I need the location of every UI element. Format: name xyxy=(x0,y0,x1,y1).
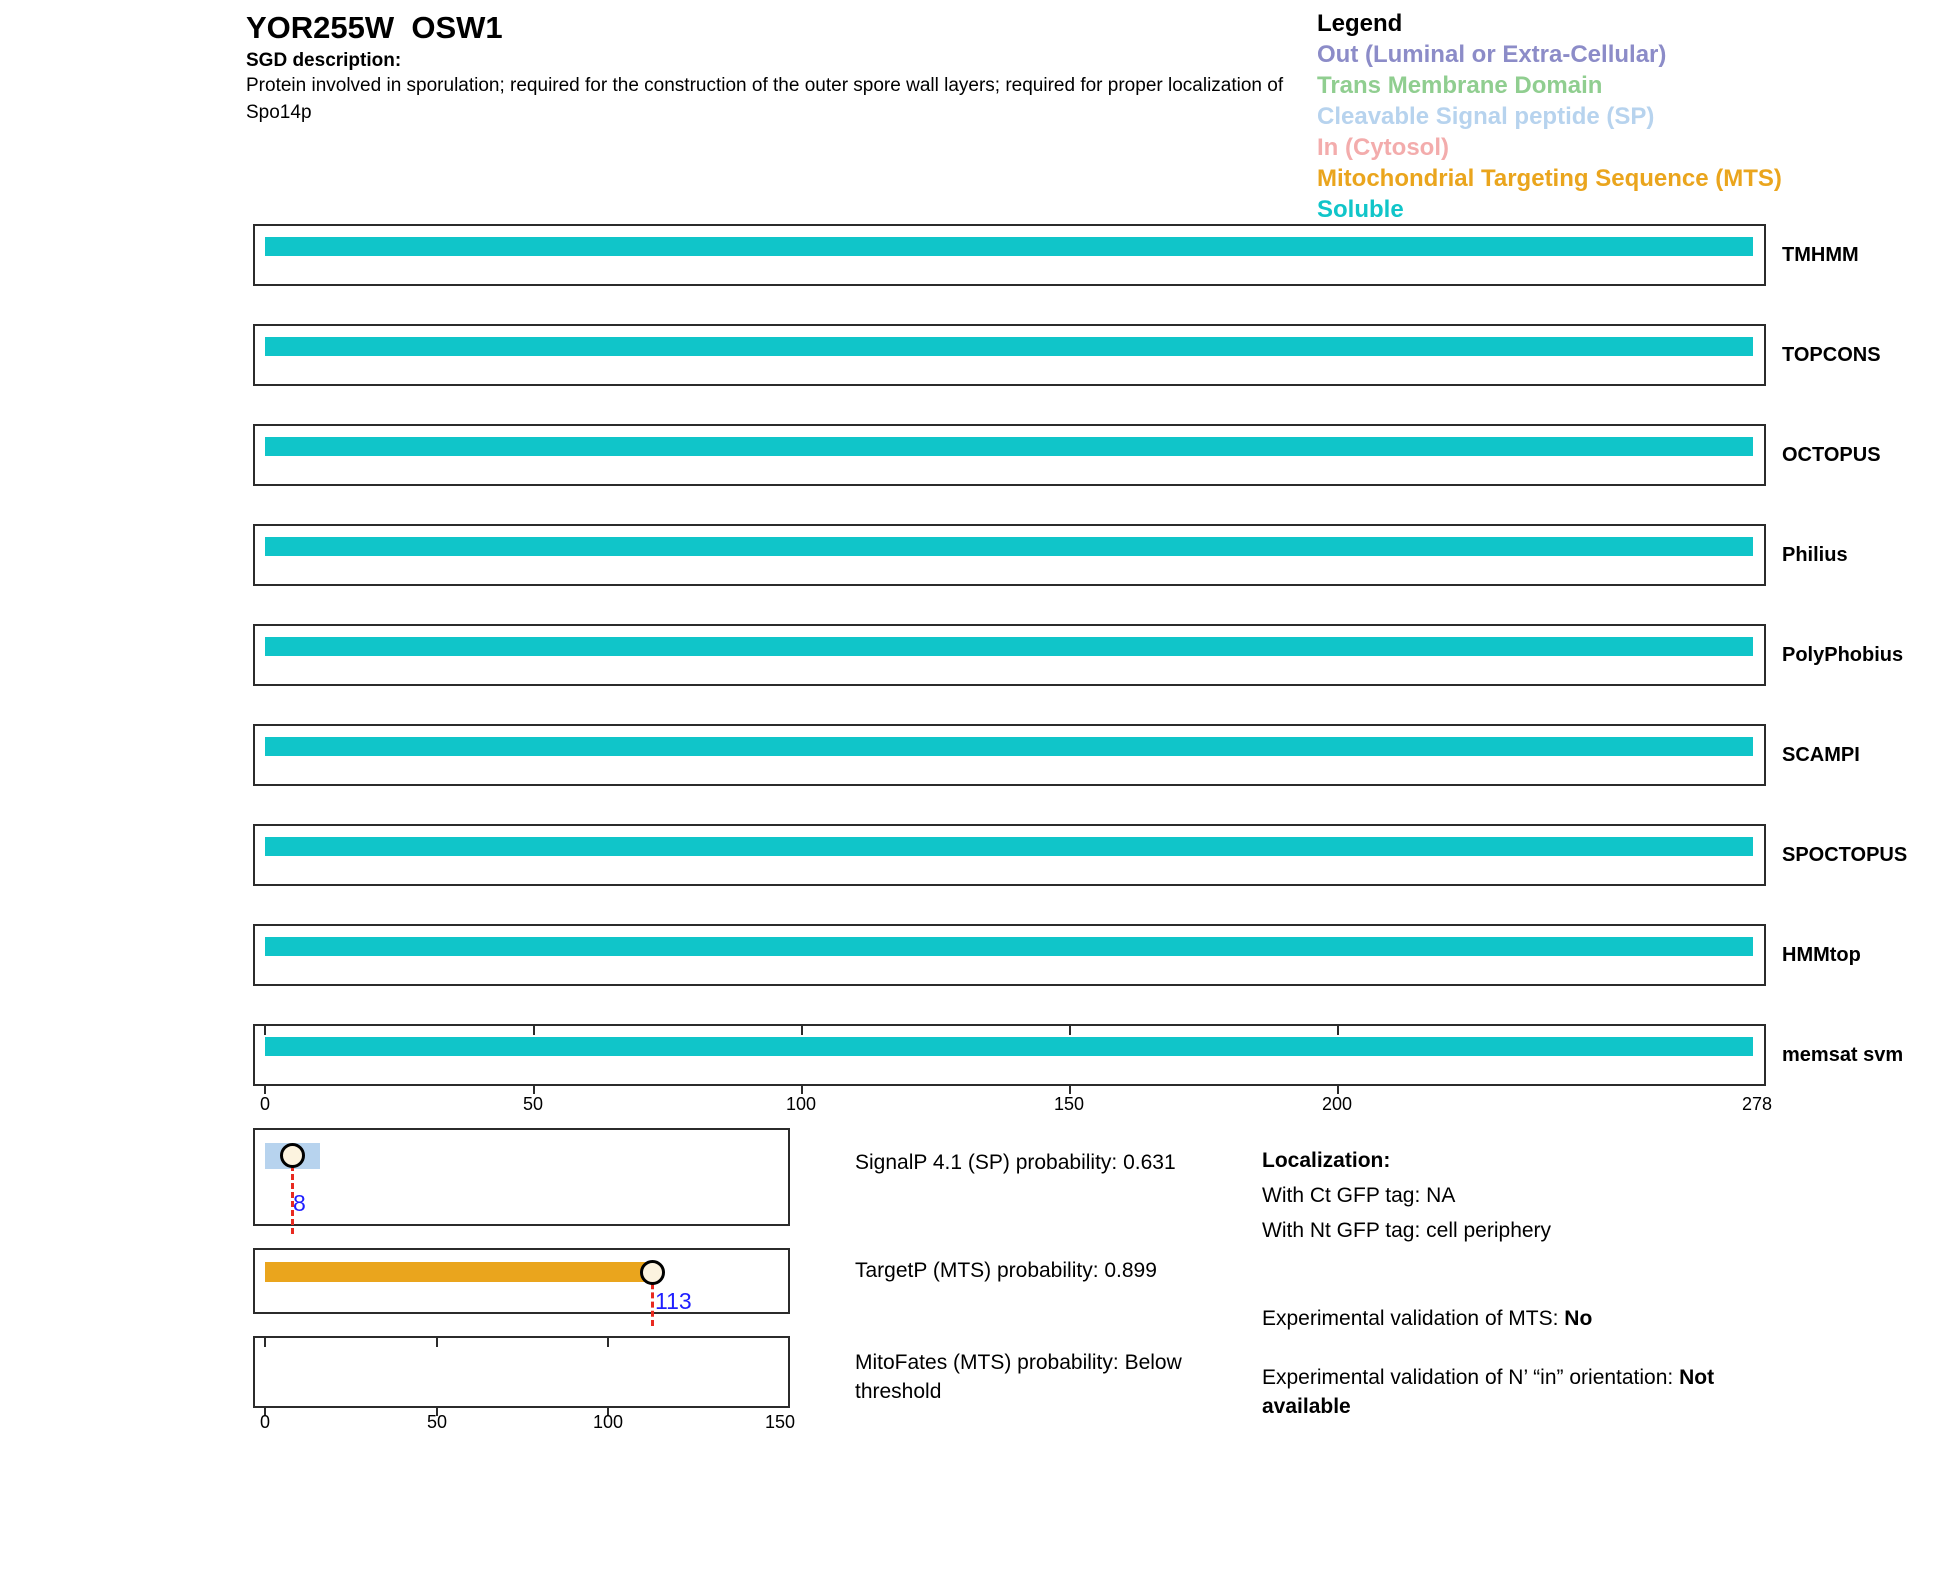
legend-item-mts: Mitochondrial Targeting Sequence (MTS) xyxy=(1317,165,1782,192)
soluble-bar xyxy=(265,1037,1753,1056)
axis-tick xyxy=(1337,1026,1339,1035)
axis-tick xyxy=(801,1026,803,1035)
mitofates-plot xyxy=(253,1336,790,1408)
track-octopus xyxy=(253,424,1766,486)
legend xyxy=(1317,8,1782,225)
orientation-validation-value: Not available xyxy=(1262,1366,1715,1418)
orientation-validation-text xyxy=(1262,1363,1767,1421)
axis-tick-label-278: 278 xyxy=(1741,1094,1773,1114)
soluble-bar xyxy=(265,937,1753,956)
track-polyphobius xyxy=(253,624,1766,686)
ct-gfp-tag-text: With Ct GFP tag: NA xyxy=(1262,1184,1456,1207)
track-tmhmm xyxy=(253,224,1766,286)
page-title: YOR255W OSW1 xyxy=(246,10,503,45)
targetp-plot xyxy=(253,1248,790,1314)
axis-tick xyxy=(264,1026,266,1035)
track-label-philius: Philius xyxy=(1782,543,1848,566)
soluble-bar xyxy=(265,537,1753,556)
mts-validation-value: No xyxy=(1564,1307,1593,1330)
soluble-bar xyxy=(265,837,1753,856)
legend-item-in: In (Cytosol) xyxy=(1317,134,1449,161)
mitofates-tick-150: 150 xyxy=(764,1412,796,1432)
track-label-memsat-svm: memsat svm xyxy=(1782,1043,1904,1066)
track-label-tmhmm: TMHMM xyxy=(1782,243,1859,266)
axis-tick xyxy=(533,1026,535,1035)
legend-item-soluble: Soluble xyxy=(1317,196,1404,223)
axis-tick xyxy=(607,1338,609,1347)
nt-gfp-tag-text: With Nt GFP tag: cell periphery xyxy=(1262,1219,1552,1242)
mitofates-tick-100: 100 xyxy=(592,1412,624,1432)
sgd-description-text: Protein involved in sporulation; required for the construction of the outer spore wall layers; required for proper localization of Spo14p xyxy=(246,75,1284,123)
axis-tick xyxy=(1337,1084,1339,1094)
sgd-description-label: SGD description: xyxy=(246,50,402,71)
mts-validation-text xyxy=(1262,1304,1592,1333)
track-philius xyxy=(253,524,1766,586)
axis-tick xyxy=(264,1338,266,1347)
track-spoctopus xyxy=(253,824,1766,886)
track-label-polyphobius: PolyPhobius xyxy=(1782,643,1904,666)
soluble-bar xyxy=(265,637,1753,656)
mts-end-position-marker xyxy=(640,1260,665,1285)
axis-tick-label-200: 200 xyxy=(1321,1094,1353,1114)
track-memsat-svm xyxy=(253,1024,1766,1086)
axis-tick-label-50: 50 xyxy=(522,1094,544,1114)
axis-tick xyxy=(436,1338,438,1347)
legend-item-out: Out (Luminal or Extra-Cellular) xyxy=(1317,41,1667,68)
axis-tick xyxy=(1069,1084,1071,1094)
targetp-caption: TargetP (MTS) probability: 0.899 xyxy=(855,1259,1157,1282)
axis-tick xyxy=(533,1084,535,1094)
track-label-hmmtop: HMMtop xyxy=(1782,943,1861,966)
mts-region-bar xyxy=(265,1262,653,1282)
mts-validation-label: Experimental validation of MTS: xyxy=(1262,1307,1565,1330)
track-label-spoctopus: SPOCTOPUS xyxy=(1782,843,1908,866)
axis-tick-label-100: 100 xyxy=(785,1094,817,1114)
orientation-validation-label: Experimental validation of N’ “in” orientation: xyxy=(1262,1366,1680,1389)
mitofates-tick-50: 50 xyxy=(426,1412,448,1432)
legend-title: Legend xyxy=(1317,10,1403,37)
soluble-bar xyxy=(265,737,1753,756)
soluble-bar xyxy=(265,437,1753,456)
axis-tick-label-150: 150 xyxy=(1053,1094,1085,1114)
targetp-position-label: 113 xyxy=(655,1288,692,1314)
soluble-bar xyxy=(265,237,1753,256)
axis-tick-label-0: 0 xyxy=(259,1094,270,1114)
localization-heading: Localization: xyxy=(1262,1149,1391,1172)
mitofates-tick-0: 0 xyxy=(259,1412,270,1432)
track-label-octopus: OCTOPUS xyxy=(1782,443,1881,466)
track-label-scampi: SCAMPI xyxy=(1782,743,1860,766)
axis-tick xyxy=(264,1084,266,1094)
signalp-plot xyxy=(253,1128,790,1226)
signalp-position-label: 8 xyxy=(293,1190,306,1216)
signalp-caption: SignalP 4.1 (SP) probability: 0.631 xyxy=(855,1151,1176,1174)
soluble-bar xyxy=(265,337,1753,356)
legend-item-tm: Trans Membrane Domain xyxy=(1317,72,1603,99)
track-label-topcons: TOPCONS xyxy=(1782,343,1881,366)
axis-tick xyxy=(801,1084,803,1094)
cleavage-position-marker xyxy=(280,1143,305,1168)
legend-item-sp: Cleavable Signal peptide (SP) xyxy=(1317,103,1655,130)
track-topcons xyxy=(253,324,1766,386)
axis-tick xyxy=(1069,1026,1071,1035)
track-scampi xyxy=(253,724,1766,786)
track-hmmtop xyxy=(253,924,1766,986)
mitofates-caption: MitoFates (MTS) probability: Below threshold xyxy=(855,1351,1182,1403)
